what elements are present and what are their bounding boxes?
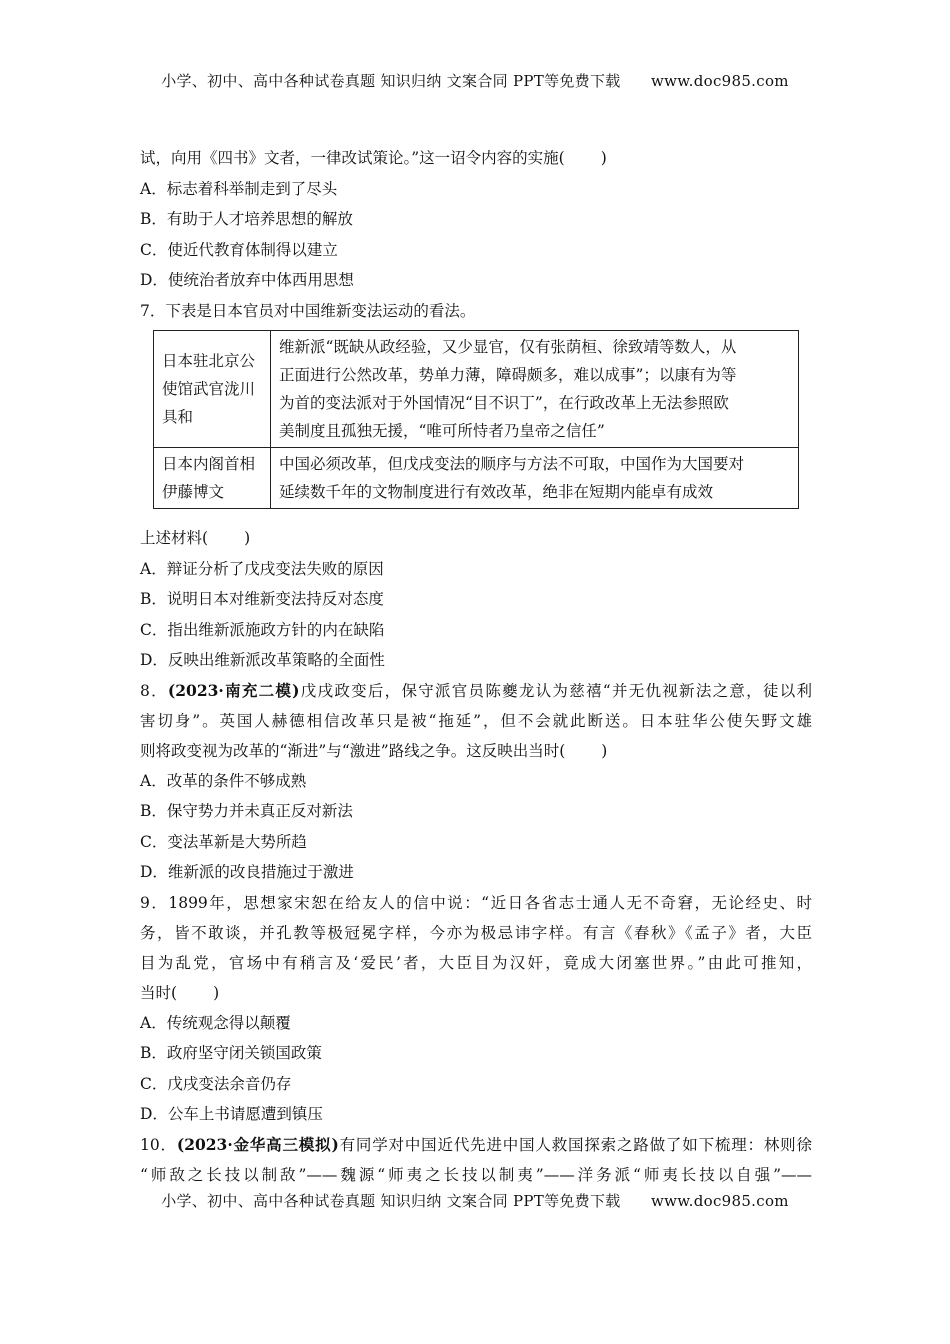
q9-option-d[interactable]: D．公车上书请愿遭到镇压 bbox=[140, 1105, 323, 1123]
q8-option-a[interactable]: A．改革的条件不够成熟 bbox=[140, 771, 307, 790]
q6-option-d[interactable]: D．使统治者放弃中体西用思想 bbox=[140, 271, 354, 289]
footer-text: 小学、初中、高中各种试卷真题 知识归纳 文案合同 PPT等免费下载 bbox=[161, 1192, 621, 1210]
footer-site[interactable]: www.doc985.com bbox=[651, 1192, 789, 1210]
q8-option-d[interactable]: D．维新派的改良措施过于激进 bbox=[140, 863, 354, 881]
official-view-cell: 维新派“既缺从政经验，又少显官，仅有张荫桓、徐致靖等数人，从 正面进行公然改革，势单力薄，障碍颇多，难以成事”；以康有为等 为首的变法派对于外国情况“目不识丁”，在行政改革上无法参照欧 美制度且孤独无援，“唯可所恃者乃皇帝之信任” bbox=[271, 331, 799, 448]
q10-stem: 10．(2023·金华高三模拟)有同学对中国近代先进中国人救国探索之路做了如下梳理：林则徐 “师敌之长技以制敌”——魏源“师夷之长技以制夷”——洋务派“师夷长技以自强”—— bbox=[140, 1134, 812, 1184]
q8-stem: 8．(2023·南充二模)戊戌政变后，保守派官员陈夔龙认为慈禧“并无仇视新法之意，徒以利 害切身”。英国人赫德相信改革只是被“拖延”，但不会就此断送。日本驻华公使矢野文雄 则将政变视为改革的“渐进”与“激进”路线之争。这反映出当时( ) bbox=[140, 680, 812, 760]
header-site[interactable]: www.doc985.com bbox=[651, 72, 789, 90]
q7-option-a[interactable]: A．辩证分析了戊戌变法失败的原因 bbox=[140, 559, 384, 578]
q7-option-b[interactable]: B．说明日本对维新变法持反对态度 bbox=[140, 590, 384, 608]
q9-option-a[interactable]: A．传统观念得以颠覆 bbox=[140, 1013, 291, 1032]
q9-option-c[interactable]: C．戊戌变法余音仍存 bbox=[140, 1074, 292, 1093]
table-row bbox=[154, 331, 799, 448]
table-row bbox=[154, 448, 799, 509]
q7-option-d[interactable]: D．反映出维新派改革策略的全面性 bbox=[140, 651, 385, 669]
q6-option-a[interactable]: A．标志着科举制走到了尽头 bbox=[140, 179, 338, 198]
official-view-cell: 中国必须改革，但戊戌变法的顺序与方法不可取，中国作为大国要对 延续数千年的文物制度进行有效改革，绝非在短期内能卓有成效 bbox=[271, 448, 799, 509]
q8-option-c[interactable]: C．变法革新是大势所趋 bbox=[140, 832, 307, 851]
header-text: 小学、初中、高中各种试卷真题 知识归纳 文案合同 PPT等免费下载 bbox=[161, 72, 621, 90]
q6-option-c[interactable]: C．使近代教育体制得以建立 bbox=[140, 240, 338, 259]
q6-option-b[interactable]: B．有助于人才培养思想的解放 bbox=[140, 210, 353, 228]
official-name-cell: 日本驻北京公 使馆武官泷川 具和 bbox=[154, 331, 271, 448]
q9-option-b[interactable]: B．政府坚守闭关锁国政策 bbox=[140, 1044, 322, 1062]
q8-option-b[interactable]: B．保守势力并未真正反对新法 bbox=[140, 802, 353, 820]
page-footer bbox=[0, 1190, 950, 1211]
q7-views-table bbox=[153, 330, 799, 509]
page-header bbox=[0, 70, 950, 91]
official-name-cell: 日本内阁首相 伊藤博文 bbox=[154, 448, 271, 509]
q9-stem: 9．1899年，思想家宋恕在给友人的信中说：“近日各省志士通人无不奇窘，无论经史、时 务，皆不敢谈，并孔教等极冠冕字样，今亦为极忌讳字样。有言《春秋》《孟子》者，大臣 目为乱党，官场中有稍言及‘爱民’者，大臣目为汉奸，竟成大闭塞世界。”由此可推知， 当时( ) bbox=[140, 893, 812, 1002]
q7-option-c[interactable]: C．指出维新派施政方针的内在缺陷 bbox=[140, 620, 385, 639]
page-content bbox=[140, 143, 812, 1190]
q6-stem: 试，向用《四书》文者，一律改试策论。”这一诏令内容的实施( ) bbox=[140, 149, 607, 167]
q10-source: (2023·金华高三模拟) bbox=[176, 1134, 339, 1154]
q7-prompt: 上述材料( ) bbox=[140, 529, 251, 547]
q7-stem: 7．下表是日本官员对中国维新变法运动的看法。 bbox=[140, 301, 476, 320]
q8-source: (2023·南充二模) bbox=[167, 680, 300, 700]
